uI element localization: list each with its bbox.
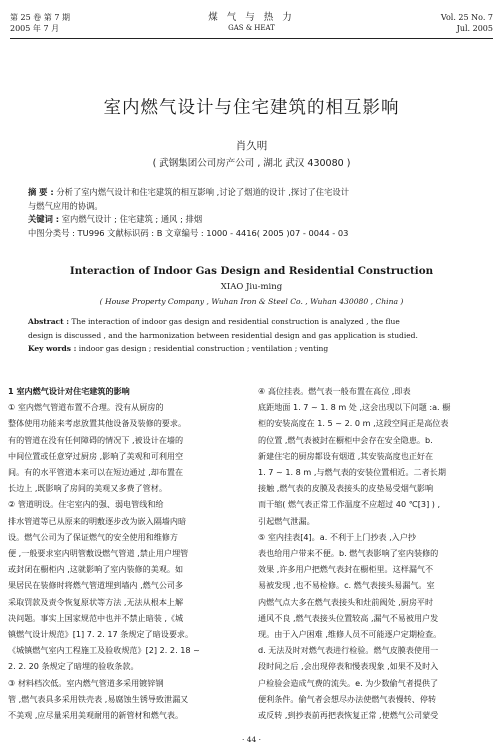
body-text-line: 不美观 ,应尽量采用美观耐用的新管材和燃气表。 [8,710,184,721]
body-text-line: 镇燃气设计规范》[1] 7. 2. 17 条规定了暗设要求。 [8,629,194,640]
article-title: 室内燃气设计与住宅建筑的相互影响 [103,98,400,118]
body-text-line: 接触 ,燃气表的皮膜及表接头的皮垫易受烟气影响 [258,483,434,494]
keywords-row [28,213,478,227]
body-text-line: 管 ,燃气表具多采用铁壳表 ,易腐蚀生锈导致泄漏又 [8,693,189,704]
body-text-line: 现。由于入户困难 ,维修人员不可能逐户定期检查。 [258,629,442,640]
english-keywords-text: indoor gas design ; residential construction ; ventilation ; venting [78,344,329,353]
body-text-line: ① 室内燃气管道布置不合理。没有从厨房的 [8,402,164,413]
body-column-right [258,383,486,723]
body-text-line: ② 管道明设。住宅室内的强、弱电管线和给 [8,499,164,510]
body-text-line: 表也给用户带来不便。b. 燃气表影响了室内装修的 [258,548,439,559]
chinese-abstract [28,186,478,240]
english-abstract [28,315,478,356]
english-abstract-text: The interaction of indoor gas design and residential construction is analyzed , the flue [71,317,400,326]
body-text-line: 间。有的水平管道本来可以在短边通过 ,却布置在 [8,467,184,478]
body-text-line: 段时间之后 ,会出现停表和慢表现象 ,如果不及时入 [258,661,439,672]
journal-name-cn: 煤 气 与 热 力 [208,12,295,23]
english-keywords-label: Key words : [28,344,77,353]
english-author: XIAO Jiu-ming [220,282,283,292]
keywords-text: 室内燃气设计 ; 住宅建筑 ; 通风 ; 排烟 [61,214,203,225]
body-text-line: 2. 2. 20 条规定了暗埋的验收条款。 [8,661,139,672]
body-text-line: 有的管道在没有任何障碍的情况下 ,被设计在墙的 [8,434,184,445]
body-text-line: 引起燃气泄漏。 [258,515,315,526]
body-text-line: ⑤ 室内挂表[4]。a. 不利于上门抄表 ,入户抄 [258,531,416,542]
body-text-line: 或封闭在橱柜内 ,这就影响了室内装修的美观。如 [8,564,184,575]
body-text-line: 《城镇燃气室内工程施工及验收规范》[2] 2. 2. 18 ~ [8,645,200,656]
body-text-line: 1. 7 ~ 1. 8 m ,与燃气表的安装位置相近。二者长期 [258,467,446,478]
header-volume-cn: 第 25 卷 第 7 期 [10,13,70,22]
english-title: Interaction of Indoor Gas Design and Residential Construction [69,265,434,277]
header-rule [10,38,493,39]
body-text-line: 户检验会造成气费的流失。e. 为少数偷气者提供了 [258,677,439,688]
body-text-line: 而干缩( 燃气表正常工作温度不应超过 40 ℃[3] ) , [258,499,441,510]
body-text-line: 内燃气点大多在燃气表接头和灶前阀处 ,厨房平时 [258,596,434,607]
journal-name-en: GAS & HEAT [228,24,275,32]
body-column-left [8,383,236,723]
english-keywords-row [28,342,478,356]
body-text-line: 长边上 ,既影响了房间的美观又多费了管材。 [8,483,167,494]
english-abstract-line-1 [28,315,478,329]
page-number: · 44 · [241,735,262,744]
header-date-cn: 2005 年 7 月 [10,24,60,33]
article-affiliation: ( 武钢集团公司房产公司 , 湖北 武汉 430080 ) [152,158,351,169]
english-abstract-label: Abstract : [28,317,69,326]
body-text-line: 底距地面 1. 7 ~ 1. 8 m 处 ,这会出现以下问题 :a. 橱 [258,402,451,413]
body-text-line: 中间位置或任意穿过厨房 ,影响了美观和可利用空 [8,450,184,461]
header-journal-name [10,12,493,34]
body-text-line: 便利条件。偷气者会想尽办法使燃气表慢转、停转 [258,693,437,704]
body-text-line: 决问题。事实上国家规范中也并不禁止暗装 ,《城 [8,612,184,623]
english-abstract-line-2: design is discussed , and the harmonization between residential design and gas application is studied. [28,330,418,340]
abstract-label: 摘 要 : [28,187,54,197]
abstract-line-2: 与燃气应用的协调。 [28,200,103,211]
english-affiliation: ( House Property Company , Wuhan Iron & Steel Co. , Wuhan 430080 , China ) [99,297,404,306]
body-text-line: d. 无法及时对燃气表进行检验。燃气皮膜表使用一 [258,645,439,656]
body-text-line: 排水管道等已从原来的明敷逐步改为嵌入隔墙内暗 [8,515,187,526]
header-date-en: Jul. 2005 [456,24,493,33]
body-text-line: 效果 ,许多用户把燃气表封在橱柜里。这样漏气不 [258,564,434,575]
header-volume-info-en [441,12,493,34]
classification-row: 中图分类号 : TU996 文献标识码 : B 文章编号 : 1000 - 4416( 2005 )07 - 0044 - 03 [28,227,349,238]
body-text-line: 或反转 ,到抄表前再把表恢复正常 ,使燃气公司蒙受 [258,710,439,721]
header-volume-en: Vol. 25 No. 7 [440,13,493,22]
body-text-line: ④ 高位挂表。燃气表一般布置在高位 ,即表 [258,386,411,396]
body-text-line: 柜的安装高度在 1. 5 ~ 2. 0 m ,这段空间正是高位表 [258,418,449,429]
body-text-line: 易被发现 ,也不易检修。c. 燃气表接头易漏气。室 [258,580,435,591]
body-text-line: 的位置 ,燃气表被封在橱柜中会存在安全隐患。b. [258,434,433,445]
body-text-line: 果居民在装修时将燃气管道埋到墙内 ,燃气公司多 [8,580,184,591]
body-text-line: 便 ,一般要求室内明管敷设燃气管道 ,禁止用户埋管 [8,548,189,559]
abstract-text: 分析了室内燃气设计和住宅建筑的相互影响 ,讨论了烟道的设计 ,探讨了住宅设计 [56,187,349,197]
article-author: 肖久明 [235,140,268,152]
body-text-line: 采取罚款及责令恢复原状等方法 ,无法从根本上解 [8,596,184,607]
abstract-line-1 [28,186,478,200]
section-heading: 1 室内燃气设计对住宅建筑的影响 [8,386,130,396]
body-text-line: 整体使用功能来考虑放置其他设备及装修的要求。 [8,418,187,429]
body-text-line: ③ 材料档次低。室内燃气管道多采用镀锌钢 [8,677,164,688]
body-text-line: 通风不良 ,燃气表接头位置较高 ,漏气不易被用户发 [258,612,439,623]
keywords-label: 关键词 : [28,214,60,225]
body-text-line: 新建住宅的厨房都设有烟道 ,其安装高度也正好在 [258,450,434,461]
body-text-line: 设。燃气公司为了保证燃气的安全使用和维修方 [8,531,178,542]
